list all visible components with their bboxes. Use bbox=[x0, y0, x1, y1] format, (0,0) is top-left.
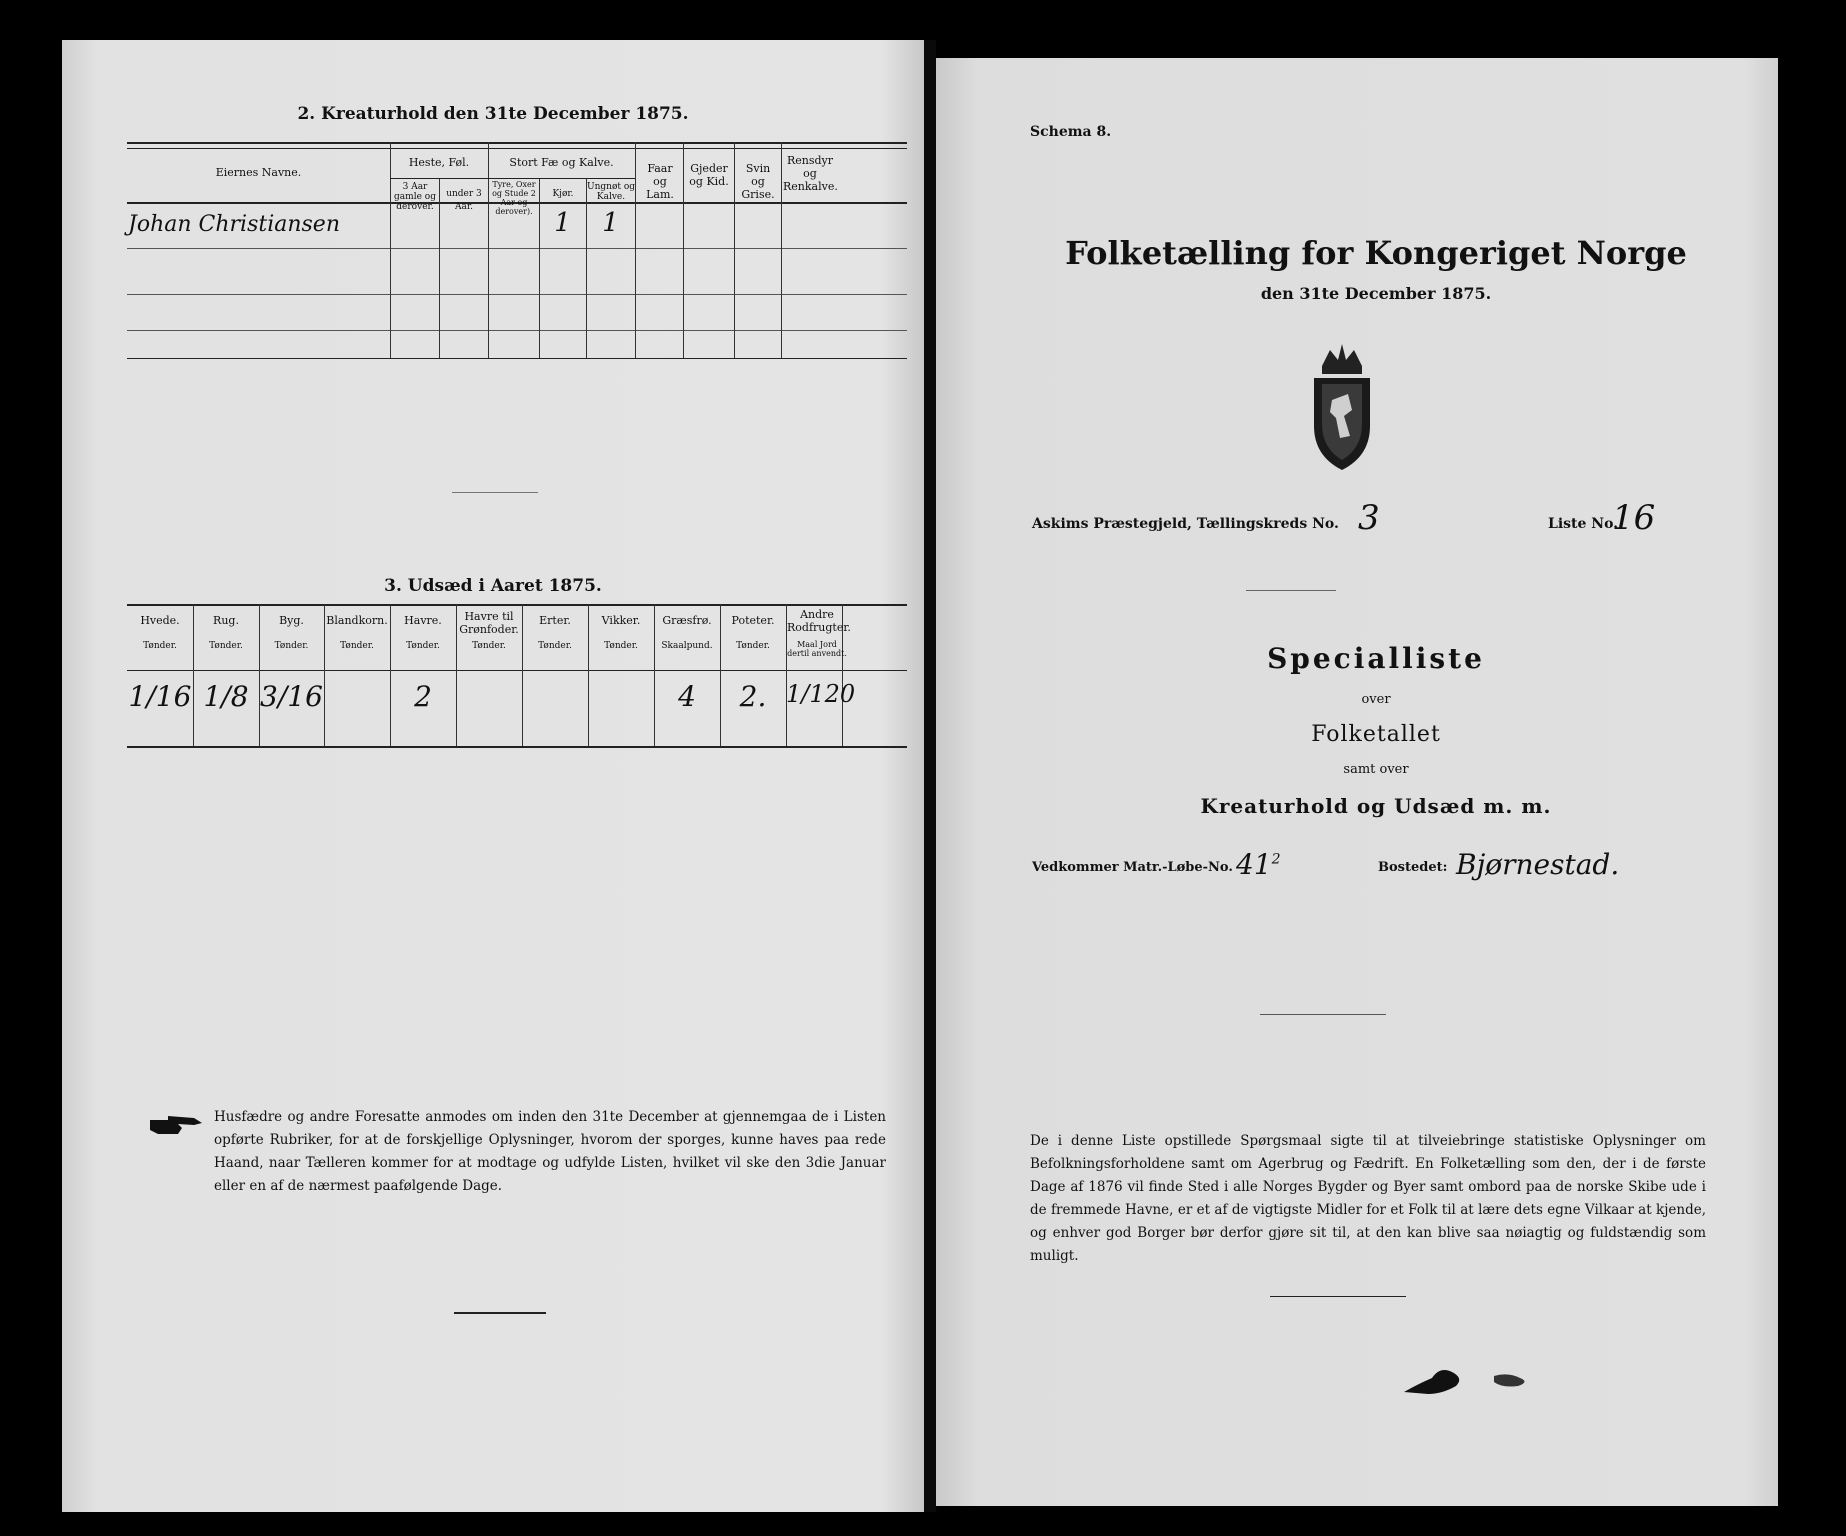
goats-header: Gjeder og Kid. bbox=[689, 162, 729, 188]
seed-value-11: 1/120 bbox=[786, 680, 856, 708]
divider bbox=[452, 492, 538, 493]
specialliste-heading: Specialliste bbox=[1267, 642, 1485, 675]
right-page bbox=[936, 58, 1778, 1506]
seed-col-9-name: Græsfrø. bbox=[662, 614, 712, 627]
matr-number-sup: 2 bbox=[1271, 851, 1281, 868]
notice-text: Husfædre og andre Foresatte anmodes om inden den 31te December at gjennemgaa de i Listen opførte Rubriker, for at de forskjellige Oplysninger, hvorom der sporges, kunne haves paa rede Haand, naar Tælleren kommer for at modtage og udfylde Listen, hvilket vil ske den 3die Januar eller en af de nærmest paafølgende Dage. bbox=[214, 1109, 886, 1194]
seed-value-5: 2 bbox=[414, 680, 432, 713]
seed-col-10-unit: Tønder. bbox=[736, 641, 770, 651]
left-page bbox=[62, 40, 924, 1512]
seed-value-9: 4 bbox=[678, 680, 696, 713]
divider-middle bbox=[1260, 1014, 1386, 1015]
divider-top bbox=[1246, 590, 1336, 591]
bosted-value: Bjørnestad. bbox=[1456, 848, 1620, 881]
young-cattle-value: 1 bbox=[602, 208, 619, 238]
binding-gutter bbox=[924, 40, 936, 1512]
seed-col-6-name: Havre til Grønfoder. bbox=[459, 610, 519, 636]
seed-col-11-unit: Maal Jord dertil anvendt. bbox=[787, 640, 847, 658]
folketallet-heading: Folketallet bbox=[1311, 722, 1441, 747]
cattle-young-header: Ungnøt og Kalve. bbox=[587, 182, 636, 202]
seed-col-11-name: Andre Rodfrugter. bbox=[787, 608, 851, 634]
seed-col-8-name: Vikker. bbox=[601, 614, 641, 627]
reindeer-header: Rensdyr og Renkalve. bbox=[783, 154, 838, 193]
cattle-header: Stort Fæ og Kalve. bbox=[509, 156, 614, 169]
seed-col-3-unit: Tønder. bbox=[274, 641, 309, 651]
horses-under3-header: under 3 Aar. bbox=[446, 189, 482, 212]
horses-header: Heste, Føl. bbox=[408, 156, 470, 169]
over-text-1: over bbox=[1361, 692, 1391, 707]
seed-col-8-unit: Tønder. bbox=[604, 641, 638, 651]
ink-blot-icon bbox=[1398, 1354, 1538, 1402]
seed-col-3-name: Byg. bbox=[279, 614, 304, 627]
cattle-cows-header: Kjør. bbox=[552, 189, 574, 199]
bosted-label: Bostedet: bbox=[1378, 860, 1448, 875]
pigs-header: Svin og Grise. bbox=[741, 162, 775, 201]
matr-label: Vedkommer Matr.-Løbe-No. bbox=[1032, 860, 1233, 875]
owner-name-header: Eiernes Navne. bbox=[215, 166, 302, 179]
seed-col-6-unit: Tønder. bbox=[472, 641, 506, 651]
section3-title: 3. Udsæd i Aaret 1875. bbox=[384, 576, 602, 596]
kreaturhold-heading: Kreaturhold og Udsæd m. m. bbox=[1200, 794, 1552, 818]
seed-col-4-name: Blandkorn. bbox=[326, 614, 388, 627]
owner-name-cell: Johan Christiansen bbox=[128, 212, 340, 237]
matr-number-main: 41 bbox=[1236, 848, 1272, 881]
seed-value-10: 2. bbox=[739, 680, 767, 713]
seed-col-10-name: Poteter. bbox=[731, 614, 775, 627]
seed-col-1-unit: Tønder. bbox=[143, 641, 177, 651]
samt-over-text: samt over bbox=[1343, 762, 1409, 777]
sheep-header: Faar og Lam. bbox=[646, 162, 674, 201]
cattle-bulls-header: Tyre, Oxer og Stude 2 Aar og derover). bbox=[492, 180, 536, 216]
seed-col-4-unit: Tønder. bbox=[340, 641, 374, 651]
section2-title: 2. Kreaturhold den 31te December 1875. bbox=[297, 104, 689, 124]
seed-col-1-name: Hvede. bbox=[140, 614, 180, 627]
census-title: Folketælling for Kongeriget Norge bbox=[1065, 234, 1687, 272]
divider-bottom bbox=[1270, 1296, 1406, 1297]
parish-label: Askims Præstegjeld, Tællingskreds No. bbox=[1032, 516, 1339, 532]
census-date: den 31te December 1875. bbox=[1260, 284, 1492, 303]
seed-value-3: 3/16 bbox=[260, 680, 323, 713]
seed-col-7-name: Erter. bbox=[539, 614, 571, 627]
seed-col-5-unit: Tønder. bbox=[406, 641, 440, 651]
cows-value: 1 bbox=[554, 208, 571, 238]
coat-of-arms-icon bbox=[1300, 340, 1384, 480]
horses-3yr-header: 3 Aar gamle og derover. bbox=[394, 182, 436, 212]
schema-label: Schema 8. bbox=[1030, 124, 1112, 140]
bottom-divider bbox=[454, 1312, 546, 1314]
seed-col-9-unit: Skaalpund. bbox=[661, 641, 713, 651]
seed-col-2-unit: Tønder. bbox=[209, 641, 243, 651]
seed-col-5-name: Havre. bbox=[404, 614, 442, 627]
seed-value-2: 1/8 bbox=[203, 680, 249, 713]
seed-col-7-unit: Tønder. bbox=[538, 641, 572, 651]
footer-notice: De i denne Liste opstillede Spørgsmaal sigte til at tilveiebringe statistiske Oplysninger om Befolkningsforholdene samt om Agerbrug og Fædrift. En Folketælling som den, der i de første Dage af 1876 vil finde Sted i alle Norges Bygder og Byer samt ombord paa de norske Skibe ude i de fremmede Havne, er et af de vigtigste Midler for et Folk til at lære dets egne Vilkaar at kjende, og enhver god Borger bør derfor gjøre sit til, at den kan blive saa nøiagtig og fuldstændig som muligt. bbox=[1030, 1133, 1706, 1264]
seed-value-1: 1/16 bbox=[128, 680, 192, 713]
seed-col-2-name: Rug. bbox=[213, 614, 239, 627]
matr-number bbox=[1236, 848, 1281, 881]
liste-label: Liste No. bbox=[1548, 516, 1619, 532]
pointing-hand-icon bbox=[148, 1114, 204, 1140]
liste-number: 16 bbox=[1612, 498, 1656, 538]
kreds-number: 3 bbox=[1358, 498, 1380, 538]
